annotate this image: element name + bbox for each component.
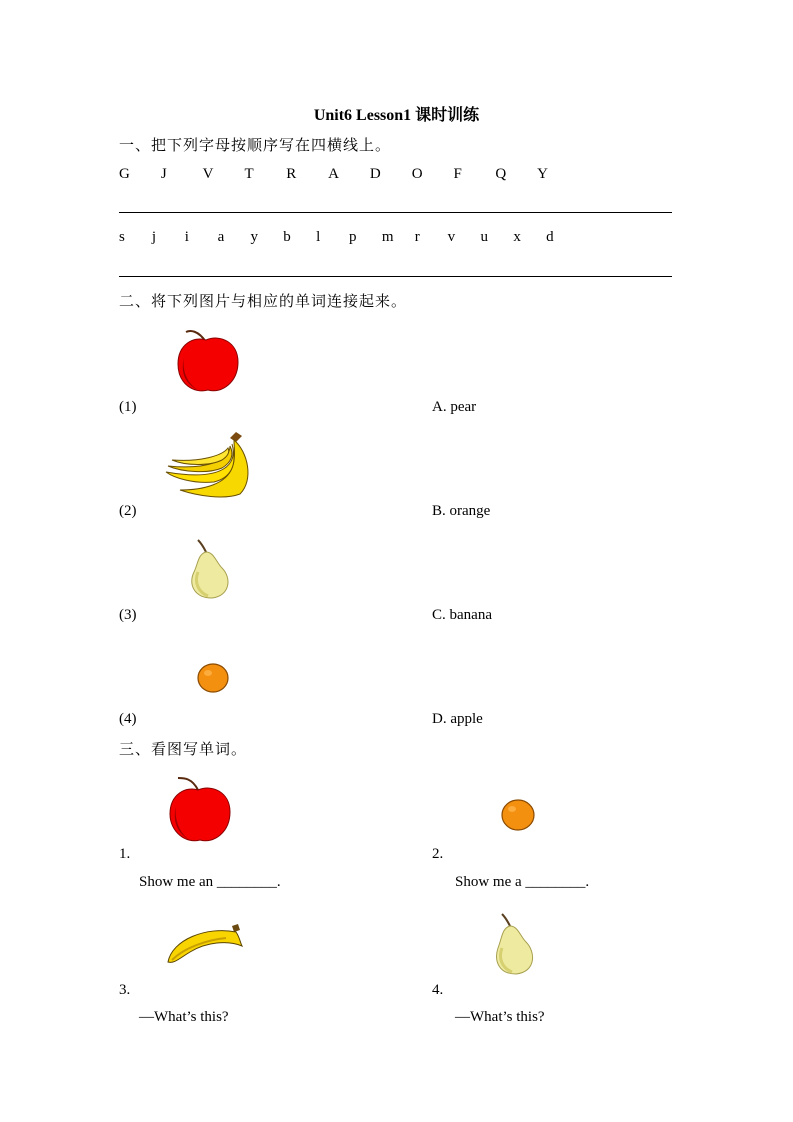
letter-D: D <box>369 166 381 182</box>
banana-bunch-icon <box>164 430 254 500</box>
orange-icon <box>500 798 536 832</box>
letter-b: b <box>283 229 291 245</box>
lowercase-letters <box>119 229 579 246</box>
write-num-2: 2. <box>432 846 444 862</box>
match-num-4: (4) <box>119 711 137 727</box>
letter-m: m <box>381 229 394 245</box>
letter-p: p <box>349 229 357 245</box>
section2-heading: 二、将下列图片与相应的单词连接起来。 <box>119 294 408 310</box>
match-word-a: A. pear <box>432 399 477 415</box>
orange-icon <box>196 662 230 694</box>
write-num-4: 4. <box>432 982 444 998</box>
page-title: Unit6 Lesson1 课时训练 <box>313 107 480 124</box>
letter-y: y <box>250 229 258 245</box>
letter-i: i <box>184 229 189 245</box>
letter-V: V <box>202 166 214 182</box>
match-word-d: D. apple <box>432 711 483 727</box>
match-word-b: B. orange <box>432 503 491 519</box>
letter-T: T <box>244 166 254 182</box>
letter-l: l <box>316 229 321 245</box>
letter-r: r <box>414 229 420 245</box>
letter-J: J <box>160 166 167 182</box>
uppercase-letters <box>119 166 579 183</box>
write-sentence-3: —What’s this? <box>139 1009 229 1025</box>
letter-F: F <box>453 166 462 182</box>
letter-Q: Q <box>495 166 507 182</box>
pear-icon <box>188 538 232 600</box>
pear-icon <box>494 912 538 976</box>
apple-icon <box>170 776 232 844</box>
writing-line-2 <box>119 276 672 277</box>
apple-icon <box>176 328 242 396</box>
write-sentence-4: —What’s this? <box>455 1009 545 1025</box>
letter-d: d <box>546 229 554 245</box>
section3-heading: 三、看图写单词。 <box>119 742 248 758</box>
letter-x: x <box>513 229 521 245</box>
letter-O: O <box>411 166 423 182</box>
match-word-c: C. banana <box>432 607 492 623</box>
section1-heading: 一、把下列字母按顺序写在四横线上。 <box>119 138 392 154</box>
letter-v: v <box>447 229 456 245</box>
match-num-2: (2) <box>119 503 137 519</box>
letter-u: u <box>480 229 488 245</box>
letter-s: s <box>119 229 125 245</box>
letter-Y: Y <box>537 166 548 182</box>
letter-j: j <box>151 229 157 245</box>
letter-G: G <box>119 166 130 182</box>
letter-R: R <box>286 166 297 182</box>
match-num-3: (3) <box>119 607 137 623</box>
match-num-1: (1) <box>119 399 137 415</box>
letter-A: A <box>328 166 339 182</box>
write-num-1: 1. <box>119 846 131 862</box>
writing-line-1 <box>119 212 672 213</box>
write-num-3: 3. <box>119 982 131 998</box>
banana-icon <box>166 922 244 968</box>
write-sentence-2: Show me a ________. <box>455 874 590 890</box>
write-sentence-1: Show me an ________. <box>139 874 281 890</box>
letter-a: a <box>217 229 225 245</box>
